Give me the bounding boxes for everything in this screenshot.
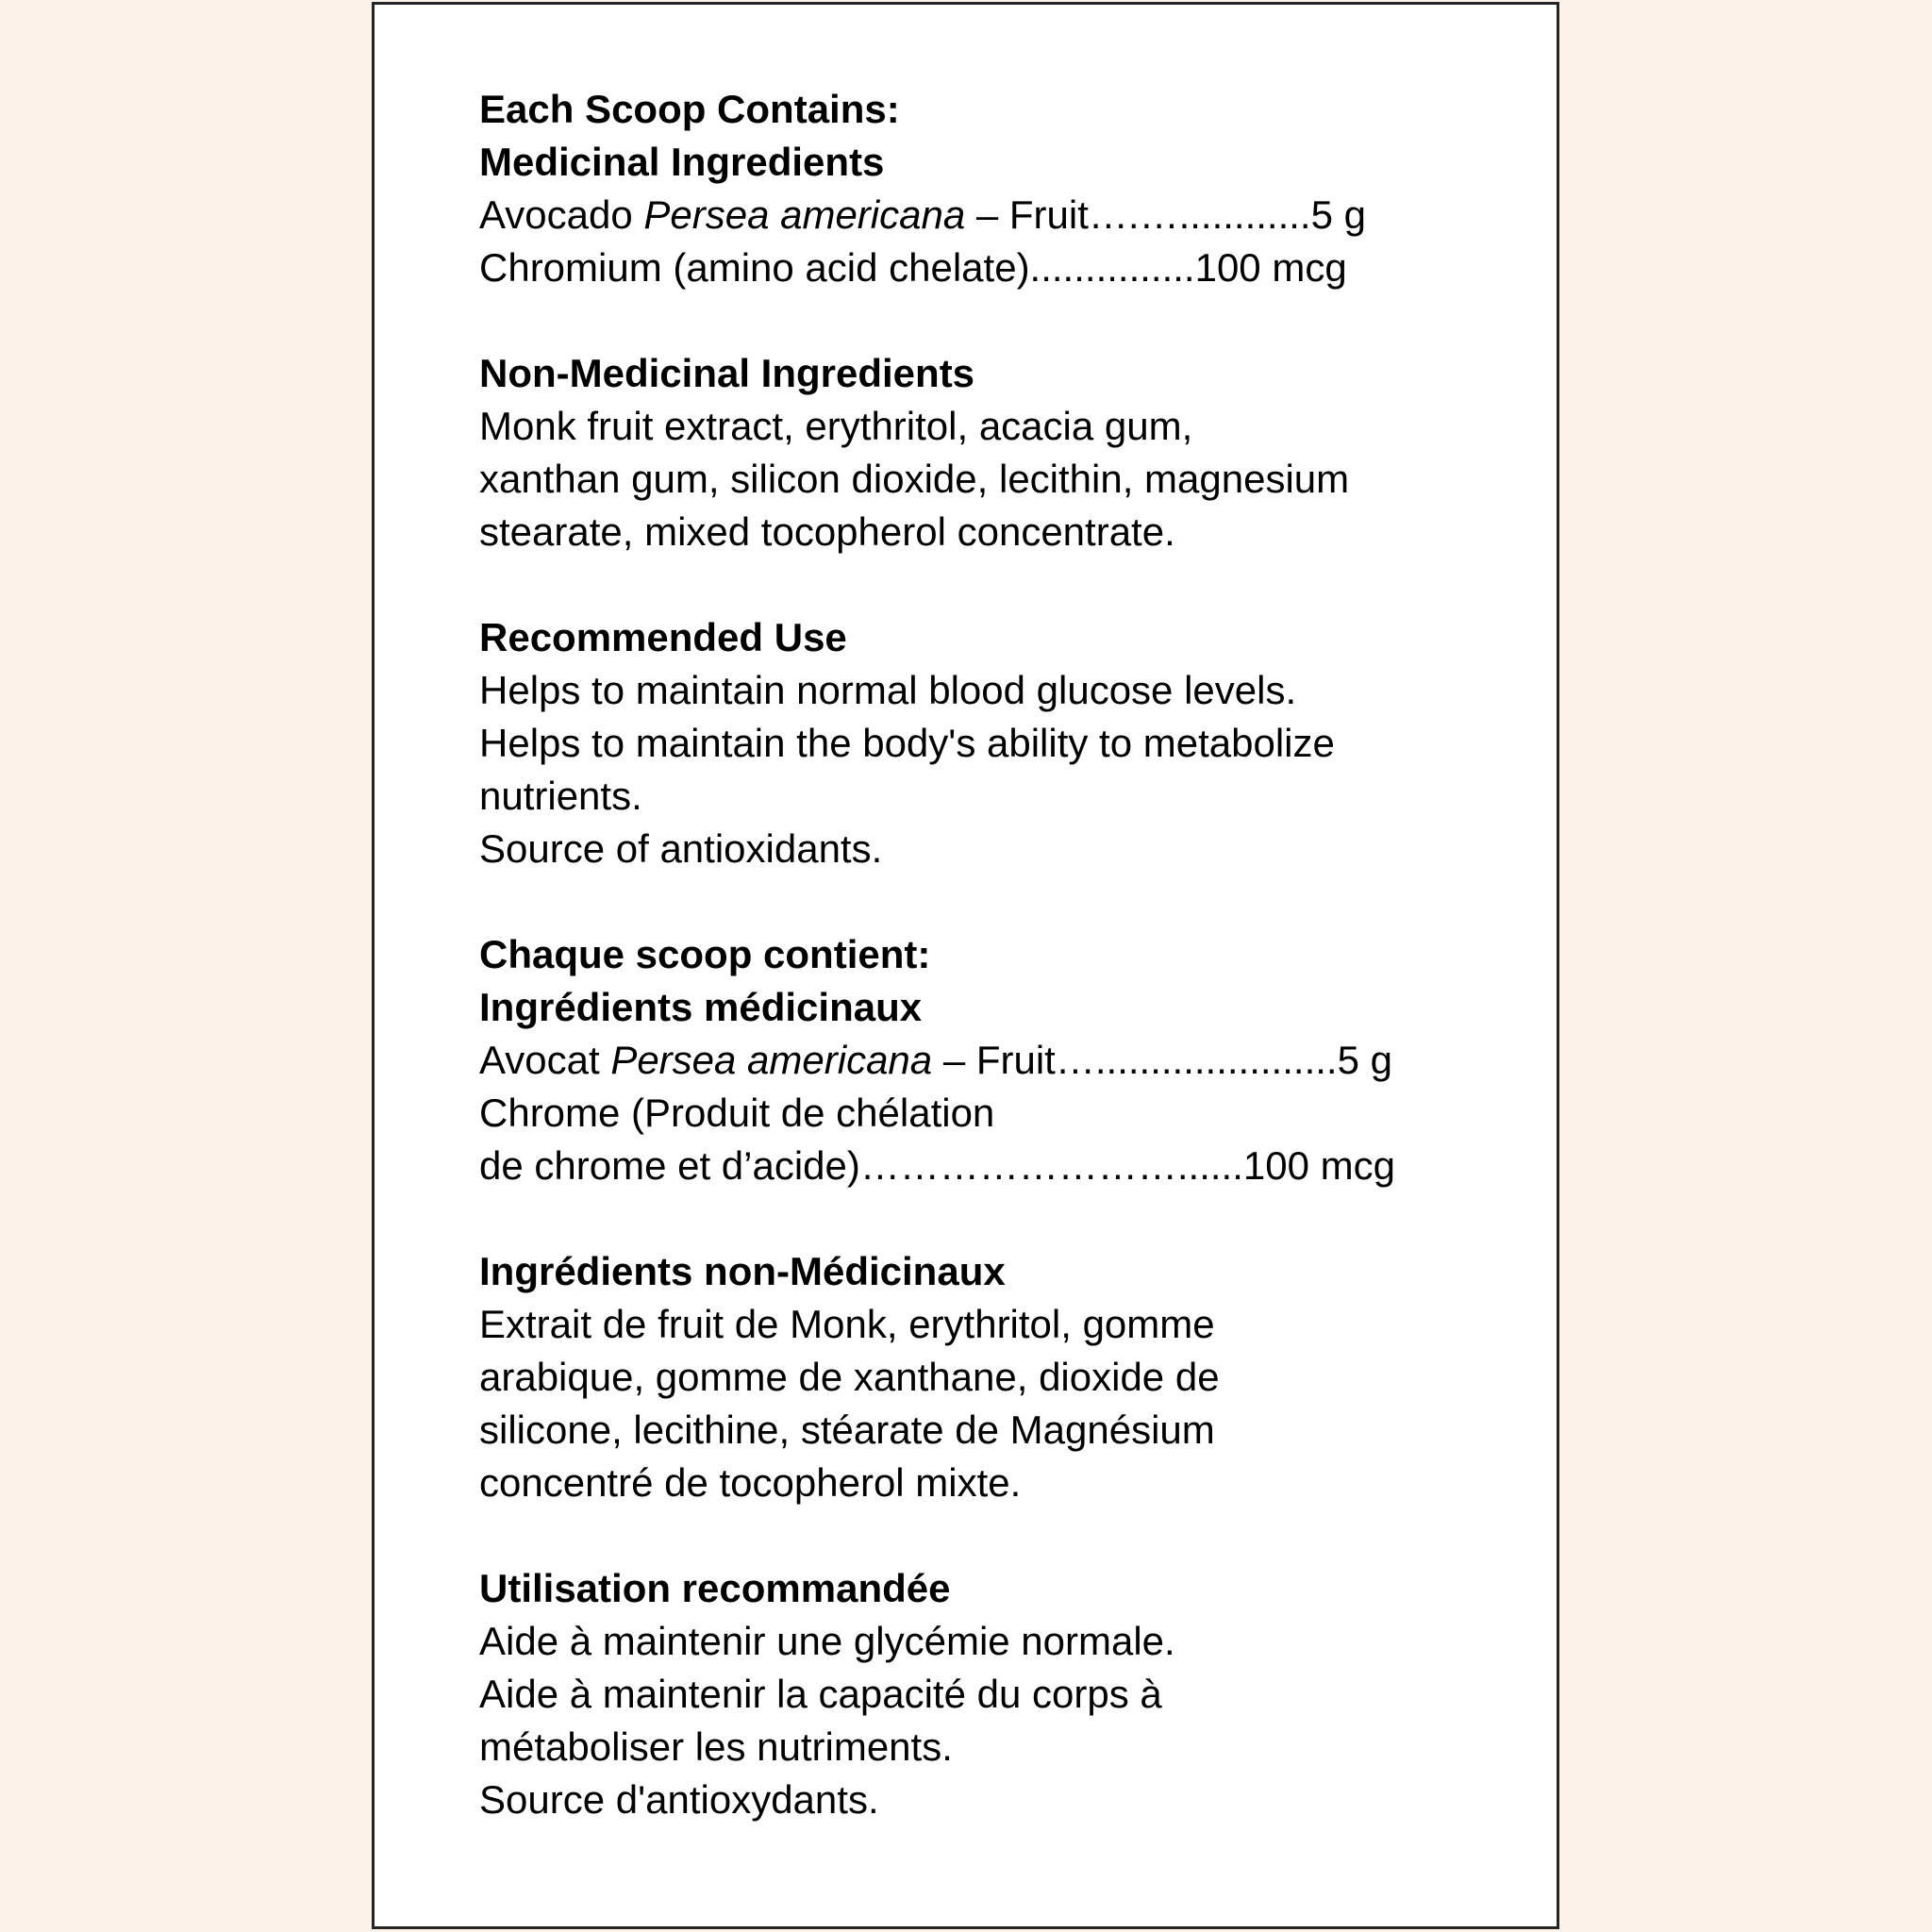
- fr-non-medicinal-line: Extrait de fruit de Monk, erythritol, gomme: [479, 1302, 1215, 1346]
- fr-scoop-heading: Chaque scoop contient:: [479, 932, 931, 976]
- en-scoop-heading: Each Scoop Contains:: [479, 87, 900, 131]
- fr-recommended-use-line: métaboliser les nutriments.: [479, 1724, 953, 1769]
- fr-medicinal-heading: Ingrédients médicinaux: [479, 985, 923, 1029]
- en-recommended-use-line: Source of antioxidants.: [479, 826, 883, 871]
- section-en-recommended-use: [479, 611, 1519, 875]
- ingredients-label-panel: [372, 2, 1559, 1929]
- fr-avocat-name: Avocat: [479, 1038, 611, 1082]
- fr-ingredient-line-chrome-2: de chrome et d’acide)……………………......100 mcg: [479, 1143, 1395, 1188]
- fr-non-medicinal-heading: Ingrédients non-Médicinaux: [479, 1249, 1006, 1293]
- en-avocado-name: Avocado: [479, 192, 644, 237]
- en-non-medicinal-line: stearate, mixed tocopherol concentrate.: [479, 509, 1175, 554]
- fr-recommended-use-line: Aide à maintenir la capacité du corps à: [479, 1672, 1162, 1716]
- en-recommended-use-line: nutrients.: [479, 774, 642, 818]
- en-non-medicinal-line: Monk fruit extract, erythritol, acacia gum,: [479, 404, 1193, 448]
- en-avocado-amount: – Fruit….…............5 g: [965, 192, 1366, 237]
- fr-recommended-use-heading: Utilisation recommandée: [479, 1566, 951, 1610]
- en-ingredient-line-chromium: Chromium (amino acid chelate)...............100 mcg: [479, 245, 1347, 290]
- section-en-medicinal: [479, 83, 1519, 294]
- fr-avocat-amount: – Fruit…......................5 g: [932, 1038, 1392, 1082]
- fr-non-medicinal-line: arabique, gomme de xanthane, dioxide de: [479, 1355, 1220, 1399]
- fr-recommended-use-line: Source d'antioxydants.: [479, 1777, 879, 1822]
- section-fr-medicinal: [479, 928, 1519, 1192]
- fr-non-medicinal-line: silicone, lecithine, stéarate de Magnésium: [479, 1407, 1215, 1452]
- section-en-non-medicinal: [479, 347, 1519, 558]
- fr-ingredient-line-avocat: [479, 1034, 1519, 1087]
- en-medicinal-heading: Medicinal Ingredients: [479, 140, 885, 184]
- fr-avocat-latin-name: Persea americana: [610, 1038, 933, 1082]
- fr-non-medicinal-line: concentré de tocopherol mixte.: [479, 1460, 1022, 1505]
- en-non-medicinal-heading: Non-Medicinal Ingredients: [479, 351, 975, 395]
- fr-ingredient-line-chrome-1: Chrome (Produit de chélation: [479, 1091, 995, 1135]
- en-avocado-latin-name: Persea americana: [643, 192, 966, 237]
- section-fr-recommended-use: [479, 1562, 1519, 1826]
- en-recommended-use-heading: Recommended Use: [479, 615, 847, 659]
- en-non-medicinal-line: xanthan gum, silicon dioxide, lecithin, magnesium: [479, 457, 1350, 501]
- en-recommended-use-line: Helps to maintain the body's ability to metabolize: [479, 721, 1335, 765]
- en-ingredient-line-avocado: [479, 189, 1519, 242]
- fr-recommended-use-line: Aide à maintenir une glycémie normale.: [479, 1619, 1175, 1663]
- en-recommended-use-line: Helps to maintain normal blood glucose levels.: [479, 668, 1297, 712]
- section-fr-non-medicinal: [479, 1245, 1519, 1509]
